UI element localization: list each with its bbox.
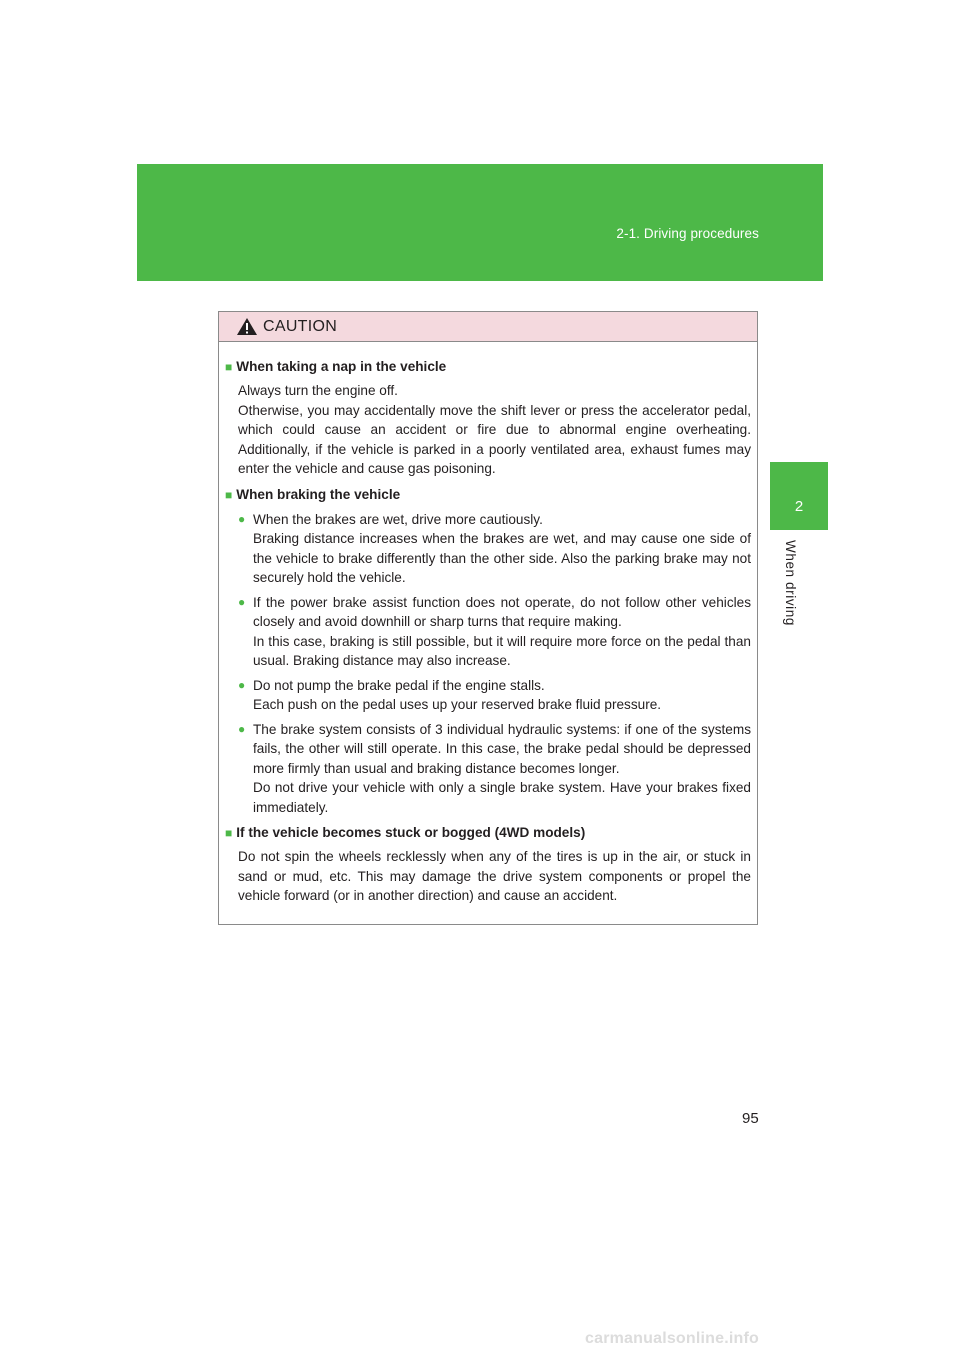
page-number: 95 [742, 1110, 759, 1127]
chapter-tab[interactable] [770, 462, 828, 530]
list-item: ● When the brakes are wet, drive more cautiously. Braking distance increases when the brakes are wet, and may cause one side of the vehicle to brake differently than the other side. Also the parking brake may not securely hold the vehicle. [225, 510, 751, 588]
caution-box [218, 311, 758, 925]
header-band [137, 164, 823, 281]
caution-body [219, 342, 757, 906]
warning-triangle-icon [236, 317, 258, 336]
circle-bullet-icon: ● [238, 594, 246, 609]
section-heading: ■ If the vehicle becomes stuck or bogged (4WD models) [225, 823, 751, 843]
circle-bullet-icon: ● [238, 721, 246, 736]
square-bullet-icon: ■ [225, 826, 233, 840]
watermark: carmanualsonline.info [585, 1330, 760, 1347]
circle-bullet-icon: ● [238, 677, 246, 692]
list-item: ● If the power brake assist function does not operate, do not follow other vehicles closely and avoid downhill or sharp turns that require making. In this case, braking is still possible, but it will require more force on the pedal than usual. Braking distance may also increase. [225, 593, 751, 671]
paragraph: Otherwise, you may accidentally move the shift lever or press the accelerator pedal, which could cause an accident or fire due to abnormal engine overheating. Additionally, if the vehicle is parked in a poorly ventilated area, exhaust fumes may enter the vehicle and cause gas poisoning. [238, 402, 751, 476]
paragraph: Always turn the engine off. [238, 383, 398, 398]
square-bullet-icon: ■ [225, 487, 233, 502]
caution-title: CAUTION [263, 317, 338, 335]
chapter-number: 2 [794, 498, 804, 515]
section-heading: ■ When taking a nap in the vehicle [225, 357, 751, 377]
circle-bullet-icon: ● [238, 511, 246, 526]
list-item: ● Do not pump the brake pedal if the engine stalls. Each push on the pedal uses up your reserved brake fluid pressure. [225, 676, 751, 715]
section-title: 2-1. Driving procedures [616, 226, 759, 241]
square-bullet-icon: ■ [225, 360, 233, 374]
caution-header [219, 312, 757, 342]
section-heading: ■ When braking the vehicle [225, 485, 751, 505]
chapter-label: When driving [783, 540, 798, 626]
list-item: ● The brake system consists of 3 individual hydraulic systems: if one of the systems fails, the other will still operate. In this case, the brake pedal should be depressed more firmly than usual and braking distance becomes longer. Do not drive your vehicle with only a single brake system. Have your brakes fixed immediately. [225, 720, 751, 818]
paragraph: Do not spin the wheels recklessly when any of the tires is up in the air, or stuck in sand or mud, etc. This may damage the drive system components or propel the vehicle forward (or in another direction) and cause an accident. [238, 849, 751, 903]
